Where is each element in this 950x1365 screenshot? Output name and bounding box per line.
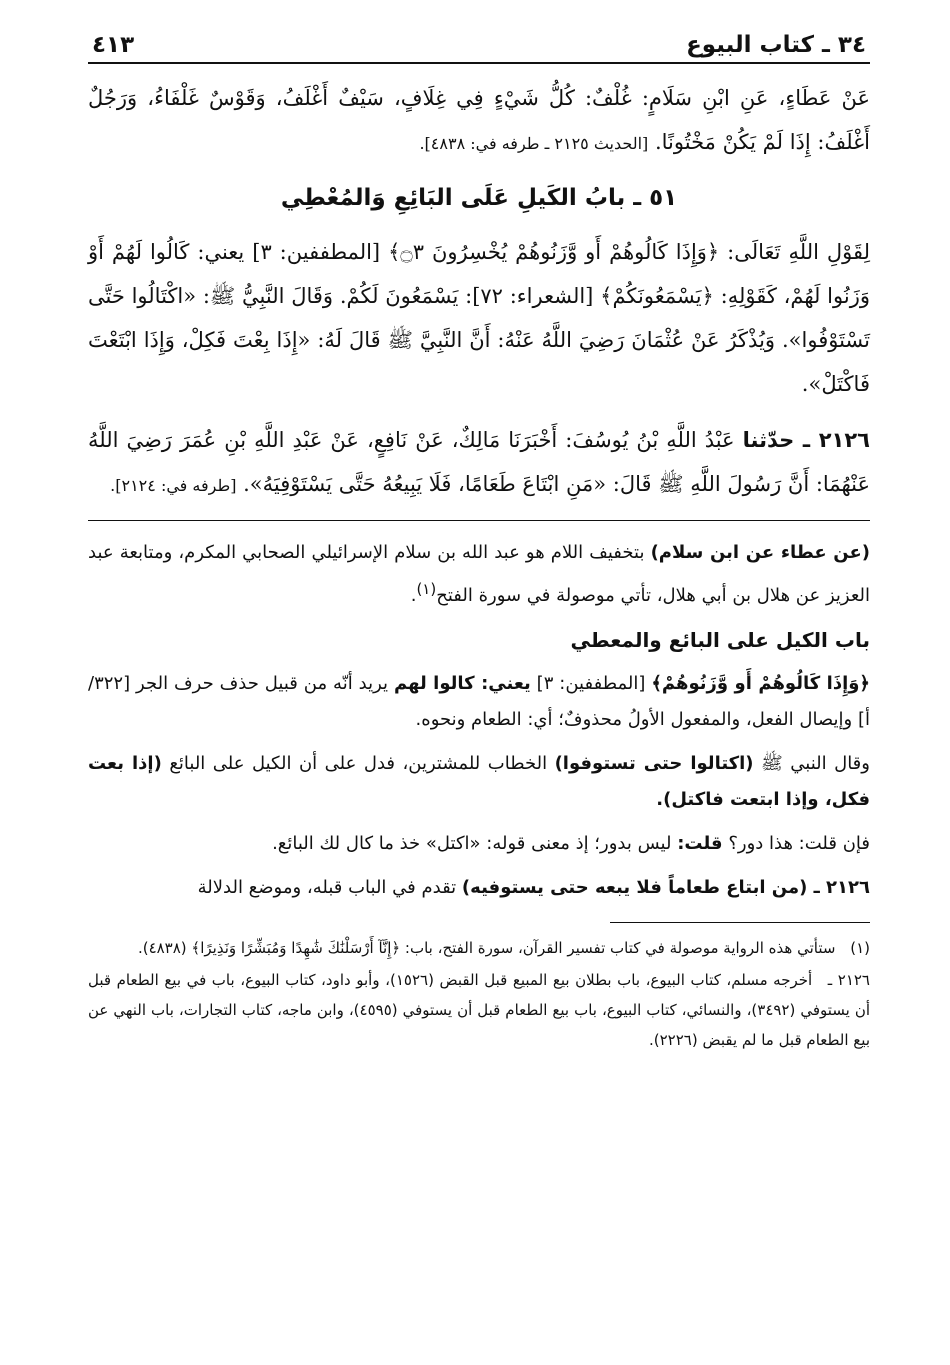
footnote-marker: ٢١٢٦ ـ (827, 971, 870, 989)
quran-ref: [المطففين: ٣] (536, 673, 646, 694)
chapter-intro (88, 230, 870, 406)
commentary-lemma: يعني: كالوا لهم (393, 673, 531, 694)
footnote-1 (88, 933, 870, 963)
commentary-lemma: (اكتالوا حتى تستوفوا) (554, 753, 754, 774)
running-chapter-title: ٣٤ ـ كتاب البيوع (686, 32, 866, 58)
commentary-text: فإن قلت: هذا دور؟ (728, 833, 870, 854)
commentary-para-3 (88, 746, 870, 818)
commentary-text: تقدم في الباب قبله، وموضع الدلالة (197, 877, 457, 898)
commentary-subtitle: باب الكيل على البائع والمعطي (570, 628, 870, 652)
hadith-continuation (88, 76, 870, 166)
hadith-number: ٢١٢٦ ـ حدّثنا (742, 428, 870, 452)
hadith-ref: [طرفه في: ٢١٢٤]. (110, 476, 237, 495)
footnote-divider (610, 922, 870, 923)
commentary-text: الخطاب للمشترين، فدل على أن الكيل على البائع (169, 753, 548, 774)
chapter-heading: ٥١ ـ بابُ الكَيلِ عَلَى البَائِعِ وَالمُعْطِي (280, 185, 678, 211)
commentary-text: يريد أنّه من قبيل حذف حرف الجر [٣٢٢/أ] وإيصال الفعل، والمفعول الأولُ محذوفٌ؛ أي: الطعام ونحوه. (88, 673, 870, 730)
hadith-2126 (88, 418, 870, 508)
footnote-ref: (١) (416, 580, 437, 598)
footnote-text: ستأتي هذه الرواية موصولة في كتاب تفسير القرآن، سورة الفتح، باب: ﴿إِنَّآ أَرْسَلْنَٰكَ شَٰهِدًا وَمُبَشِّرًا وَنَذِيرًا﴾ (٤٨٣٨). (137, 939, 836, 957)
commentary-lemma: ٢١٢٦ ـ (من ابتاع طعاماً فلا يبعه حتى يستوفيه) (461, 877, 870, 898)
commentary-text: بتخفيف اللام هو عبد الله بن سلام الإسرائيلي الصحابي المكرم، ومتابعة عبد العزيز عن هلال بن أبي هلال، تأتي موصولة في سورة الفتح (88, 542, 870, 606)
hadith-continuation-ref: [الحديث ٢١٢٥ ـ طرفه في: ٤٨٣٨]. (419, 134, 649, 153)
commentary (88, 535, 870, 906)
hadith-continuation-text: عَنْ عَطَاءٍ، عَنِ ابْنِ سَلَامٍ: غُلْفٌ: كُلُّ شَيْءٍ فِي غِلَافٍ، سَيْفٌ أَغْلَفُ، وَقَوْسٌ غَلْفَاءُ، وَرَجُلٌ أَغْلَفُ: إِذَا لَمْ يَكُنْ مَخْتُونًا. (88, 86, 870, 154)
commentary-lemma: قلت: (677, 833, 723, 854)
commentary-para-4 (88, 826, 870, 862)
footnotes (88, 933, 870, 1055)
commentary-para-5 (88, 870, 870, 906)
commentary-lemma: (إذا بعت فكل، وإذا ابتعت فاكتل). (88, 753, 870, 810)
page-number: ٤١٣ (92, 32, 135, 58)
page-header (88, 22, 870, 64)
chapter-intro-text: لِقَوْلِ اللَّهِ تَعَالَى: ﴿وَإِذَا كَالُوهُمْ أَو وَّزَنُوهُمْ يُخْسِرُونَ ۝٣﴾ [المطففين: ٣] يعني: كَالُوا لَهُمْ أَوْ وَزَنُوا لَهُمْ، كَقَوْلِهِ: ﴿يَسْمَعُونَكُمْ﴾ [الشعراء: ٧٢]: يَسْمَعُونَ لَكُمْ. وَقَالَ النَّبِيُّ ﷺ: «اكْتَالُوا حَتَّى تَسْتَوْفُوا». وَيُذْكَرُ عَنْ عُثْمَانَ رَضِيَ اللَّهُ عَنْهُ: أَنَّ النَّبِيَّ ﷺ قَالَ لَهُ: «إِذَا بِعْتَ فَكِلْ، وَإِذَا ابْتَعْتَ فَاكْتَلْ». (88, 240, 871, 396)
commentary-text: ليس بدور؛ إذ معنى قوله: «اكتل» خذ ما كال لك البائع. (272, 833, 672, 854)
commentary-para-1: (عن عطاء عن ابن سلام) بتخفيف اللام هو عبد الله بن سلام الإسرائيلي الصحابي المكرم، ومتابعة عبد العزيز عن هلال بن أبي هلال، تأتي موصولة في سورة الفتح$^{(١)}$. (88, 542, 870, 606)
quran-quote: ﴿وَإِذَا كَالُوهُمْ أَو وَّزَنُوهُمْ﴾ (651, 673, 870, 694)
commentary-text: وقال النبي ﷺ (761, 753, 870, 774)
book-page (88, 22, 870, 1342)
commentary-lemma: (عن عطاء عن ابن سلام) (650, 542, 870, 563)
footnote-2 (88, 965, 870, 1055)
footnote-marker: (١) (850, 939, 870, 957)
hadith-text: عَبْدُ اللَّهِ بْنُ يُوسُفَ: أَخْبَرَنَا مَالِكٌ، عَنْ نَافِعٍ، عَنْ عَبْدِ اللَّهِ بْنِ عُمَرَ رَضِيَ اللَّهُ عَنْهُمَا: أَنَّ رَسُولَ اللَّهِ ﷺ قَالَ: «مَنِ ابْتَاعَ طَعَامًا، فَلَا يَبِيعُهُ حَتَّى يَسْتَوْفِيَهُ». (88, 428, 870, 496)
footnote-text: أخرجه مسلم، كتاب البيوع، باب بطلان بيع المبيع قبل القبض (١٥٢٦)، وأبو داود، كتاب البيوع، باب في بيع الطعام قبل أن يستوفي (٣٤٩٢)، والنسائي، كتاب البيوع، باب بيع الطعام قبل أن يستوفي (٤٥٩٥)، وابن ماجه، كتاب التجارات، باب النهي عن بيع الطعام قبل ما لم يقبض (٢٢٢٦). (88, 971, 871, 1049)
commentary-para-2 (88, 666, 870, 738)
section-divider (88, 520, 870, 521)
